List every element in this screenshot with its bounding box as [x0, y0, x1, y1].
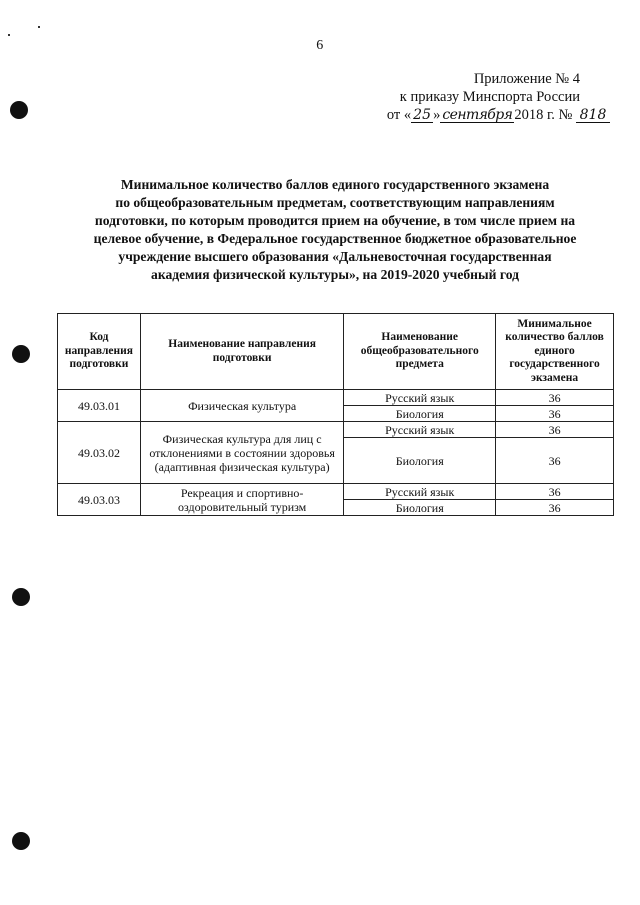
header-subject: Наименование общеобразовательного предмета — [344, 314, 496, 390]
date-year: 2018 г. № — [514, 107, 573, 123]
cell-code: 49.03.01 — [58, 390, 141, 422]
scores-table — [57, 313, 614, 516]
title-line: академия физической культуры», на 2019-2020 учебный год — [151, 267, 519, 282]
punch-hole — [12, 345, 30, 363]
punch-hole — [12, 832, 30, 850]
date-day-suffix: » — [433, 107, 441, 123]
table-header-row — [58, 314, 614, 390]
punch-hole — [12, 588, 30, 606]
cell-subject: Русский язык — [344, 390, 496, 406]
cell-direction: Рекреация и спортивно-оздоровительный туризм — [140, 484, 343, 516]
title-line: целевое обучение, в Федеральное государственное бюджетное образовательное — [93, 231, 577, 246]
cell-subject: Русский язык — [344, 422, 496, 438]
handwritten-month: сентября — [440, 108, 514, 123]
cell-score: 36 — [496, 500, 614, 516]
header-score: Минимальное количество баллов единого государственного экзамена — [496, 314, 614, 390]
cell-direction: Физическая культура для лиц с отклонениями в состоянии здоровья (адаптивная физическая культура) — [140, 422, 343, 484]
title-line: учреждение высшего образования «Дальневосточная государственная — [118, 249, 552, 264]
cell-score: 36 — [496, 390, 614, 406]
cell-code: 49.03.02 — [58, 422, 141, 484]
cell-subject: Биология — [344, 500, 496, 516]
handwritten-order-number: 818 — [576, 108, 610, 123]
header-direction: Наименование направления подготовки — [140, 314, 343, 390]
annex-order-ref: к приказу Минспорта России — [399, 89, 580, 105]
table-row — [58, 422, 614, 438]
cell-subject: Биология — [344, 406, 496, 422]
annex-title: Приложение № 4 — [473, 71, 580, 87]
cell-score: 36 — [496, 406, 614, 422]
cell-direction: Физическая культура — [140, 390, 343, 422]
scan-mark — [8, 34, 10, 36]
cell-subject: Русский язык — [344, 484, 496, 500]
cell-score: 36 — [496, 484, 614, 500]
date-prefix: от « — [386, 107, 412, 123]
table-row — [58, 484, 614, 500]
title-line: по общеобразовательным предметам, соответствующим направлениям — [115, 195, 555, 210]
annex-header — [330, 70, 610, 124]
cell-subject: Биология — [344, 438, 496, 484]
handwritten-day: 25 — [411, 108, 433, 123]
scan-mark — [38, 26, 40, 28]
header-code: Код направления подготовки — [58, 314, 141, 390]
punch-hole — [10, 101, 28, 119]
document-title — [46, 176, 624, 284]
title-line: Минимальное количество баллов единого государственного экзамена — [120, 177, 550, 192]
cell-code: 49.03.03 — [58, 484, 141, 516]
table-row — [58, 390, 614, 406]
annex-date-line — [330, 106, 610, 124]
cell-score: 36 — [496, 438, 614, 484]
page-number: 6 — [316, 38, 324, 53]
title-line: подготовки, по которым проводится прием на обучение, в том числе прием на — [94, 213, 576, 228]
cell-score: 36 — [496, 422, 614, 438]
